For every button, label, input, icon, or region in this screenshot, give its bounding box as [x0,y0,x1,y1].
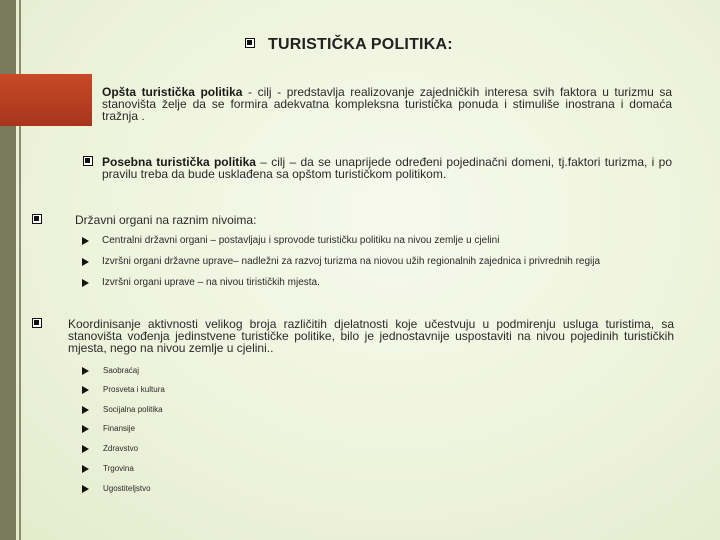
arrow-bullet-icon [82,258,89,266]
specific-policy-term: Posebna turistička politika [102,155,256,169]
state-organ-item: Centralni državni organi – postavljaju i sprovode turističku politiku na nivou zemlje u cjelini [102,235,500,246]
square-bullet-icon [32,214,42,224]
arrow-bullet-icon [82,237,89,245]
arrow-bullet-icon [82,485,89,493]
sector-item: Ugostiteljstvo [103,484,151,493]
slide-title: TURISTIČKA POLITIKA: [268,36,453,53]
state-organ-item: Izvršni organi uprave – na nivou tirističkih mjesta. [102,277,320,288]
arrow-bullet-icon [82,465,89,473]
specific-policy-text: – cilj – da se unaprijede određeni pojedinačni domeni, tj.faktori turizma, i po pravilu treba da bude usklađena sa opštom turističkom politikom. [102,155,672,181]
sector-item: Socijalna politika [103,405,163,414]
coordination-paragraph: Koordinisanje aktivnosti velikog broja različitih djelatnosti koje učestvuju u podmirenju usluga turistima, sa stanovišta vođenja jedinstvene turističke politike, bilo je jednostavnije uspostaviti na nivou pojedinih turističkih mjesta, nego na nivou zemlje u cjelini.. [68,317,674,355]
arrow-bullet-icon [82,406,89,414]
sector-item: Prosveta i kultura [103,385,165,394]
sector-item: Saobraćaj [103,366,140,375]
square-bullet-icon [32,318,42,328]
sector-item: Trgovina [103,464,134,473]
arrow-bullet-icon [82,386,89,394]
general-policy-text: - cilj - predstavlja realizovanje zajedničkih interesa svih faktora u turizmu sa stanovišta želje da se formira adekvatna kompleksna turistička ponuda i stimuliše inostrana i domaća tražnja . [102,85,672,123]
state-organ-item: Izvršni organi državne uprave– nadležni za razvoj turizma na niovou užih regionalnih zajednica i privrednih regija [102,256,601,267]
arrow-bullet-icon [82,425,89,433]
general-policy-term: Opšta turistička politika [102,85,243,99]
arrow-bullet-icon [82,367,89,375]
square-bullet-icon [245,38,255,48]
arrow-bullet-icon [82,445,89,453]
square-bullet-icon [83,156,93,166]
red-accent-tab [0,74,92,126]
state-organs-heading: Državni organi na raznim nivoima: [75,213,257,227]
sector-item: Zdravstvo [103,444,139,453]
sector-item: Finansije [103,424,136,433]
specific-policy-paragraph [102,156,672,180]
general-policy-paragraph [102,86,672,122]
arrow-bullet-icon [82,279,89,287]
